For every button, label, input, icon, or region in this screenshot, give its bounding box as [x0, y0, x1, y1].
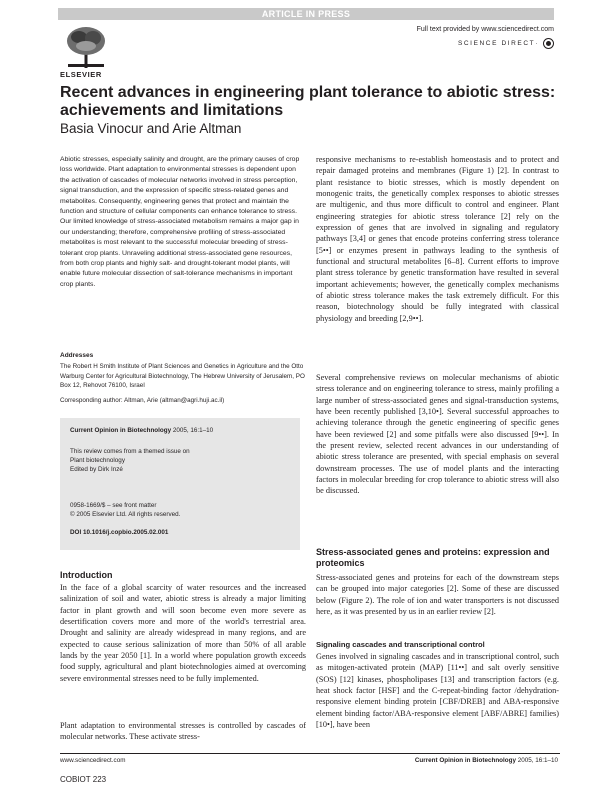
issn-line: 0958-1669/$ – see front matter	[70, 502, 157, 509]
copyright-line: © 2005 Elsevier Ltd. All rights reserved.	[70, 511, 181, 518]
introduction-paragraph-2: Plant adaptation to environmental stresses is controlled by cascades of molecular networks. These activate stress-	[60, 721, 306, 742]
journal-citation: 2005, 16:1–10	[171, 427, 214, 434]
elsevier-tree-logo-icon	[62, 24, 110, 70]
theme-editor: Edited by Dirk Inzé	[70, 466, 123, 473]
addresses: The Robert H Smith Institute of Plant Sciences and Genetics in Agriculture and the Otto Warburg Center for Agricultural Biotechnology, The Hebrew University of Jerusalem, PO Box 12, Rehovot 76100, Israel	[60, 363, 305, 390]
doi-line[interactable]: DOI 10.1016/j.copbio.2005.02.001	[70, 529, 169, 536]
journal-info-box	[60, 418, 300, 550]
footer-citation	[415, 757, 558, 764]
publisher-name: ELSEVIER	[60, 70, 102, 79]
footer-divider	[60, 753, 560, 754]
footer-website[interactable]: www.sciencedirect.com	[60, 757, 126, 764]
journal-citation-line	[70, 426, 213, 435]
sciencedirect-mark-icon	[543, 38, 554, 49]
footer-cite: 2005, 16:1–10	[515, 757, 558, 764]
right-paragraph-4: Genes involved in signaling cascades and in transcriptional control, such as mitogen-activated protein (MAP) [11••] and salt overly sensitive (SOS) [12] kinases, phospholipases [13] and transcription factors (e.g. heat shock factor [HSF] and the C-repeat-binding factor /dehydration-responsive element binding protein [CBF/DREB] and ABA-responsive element binding factor/ABA-responsive element [ABF/ABRE] families) [10•], have been	[316, 652, 559, 730]
article-title: Recent advances in engineering plant tolerance to abiotic stress: achievements and limitations	[60, 84, 556, 119]
sciencedirect-wordmark: SCIENCE DIRECT·	[457, 40, 539, 47]
article-in-press-banner: ARTICLE IN PRESS	[58, 8, 554, 20]
introduction-heading: Introduction	[60, 570, 113, 580]
section-heading-stress-genes: Stress-associated genes and proteins: expression and proteomics	[316, 547, 550, 568]
theme-name: Plant biotechnology	[70, 457, 125, 464]
introduction-paragraph-1: In the face of a global scarcity of water resources and the increased salinization of soil and water, abiotic stress is already a major limiting factor in plant growth and will soon become even more severe as desertification covers more and more of the world's terrestrial area. Drought and salinity are already widespread in many regions, and are expected to cause serious salinization of more than 50% of all arable lands by the year 2050 [1]. In a world where population growth exceeds food supply, agricultural and plant biotechnologies aimed at overcoming severe environmental stresses need to be fully implemented.	[60, 583, 306, 683]
corresponding-author: Corresponding author: Altman, Arie (altman@agri.huji.ac.il)	[60, 397, 225, 404]
right-paragraph-1: responsive mechanisms to re-establish homeostasis and to protect and repair damaged proteins and membranes (Figure 1) [2]. In contrast to plant resistance to biotic stresses, which is mostly dependent on monogenic traits, the genetically complex responses to abiotic stresses are multigenic, and thus more difficult to control and engineer. Plant engineering strategies for abiotic stress tolerance [2] rely on the expression of genes that are involved in signaling and regulatory pathways [3,4] or genes that encode proteins conferring stress tolerance [5••] or enzymes present in pathways leading to the synthesis of functional and structural metabolites [6–8]. Current efforts to improve plant stress tolerance by genetic transformation have resulted in several important achievements; however, the genetically complex mechanisms of abiotic stress tolerance makes the task extremely difficult. For this reason, biotechnology should be fully integrated with classical physiology and breeding [2,9••].	[316, 155, 559, 323]
right-paragraph-3: Stress-associated genes and proteins for each of the downstream steps can be grouped into major categories [2]. Some of these are discussed below (Figure 2). The role of ion and water transporters is not discussed here, as it was presented by us in an earlier review [2].	[316, 573, 559, 617]
abstract: Abiotic stresses, especially salinity and drought, are the primary causes of crop loss worldwide. Plant adaptation to environmental stresses is dependent upon the activation of cascades of molecular networks involved in stress perception, signal transduction, and the expression of specific stress-related genes and metabolites. Consequently, engineering genes that protect and maintain the function and structure of cellular components can enhance tolerance to stress. Our limited knowledge of stress-associated metabolism remains a major gap in our understanding; therefore, comprehensive profiling of stress-associated metabolites is most relevant to the successful molecular breeding of stress-tolerant crop plants. Unraveling additional stress-associated gene resources, from both crop plants and highly salt- and drought-tolerant model plants, will enable future molecular dissection of salt-tolerance mechanisms in important crop plants.	[60, 156, 300, 288]
subsection-heading-signaling: Signaling cascades and transcriptional control	[316, 640, 485, 649]
right-paragraph-2: Several comprehensive reviews on molecular mechanisms of abiotic stress tolerance and on engineering tolerance to stress, mainly profiling a large number of stress-associated genes and signal-transduction systems, have been recently published [3,10•]. Several successful approaches to achieving tolerance through the genetic engineering of specific genes have been reviewed [2] and some pitfalls were also discussed [9••]. In the present review, selected recent advances in our understanding of abiotic stress tolerance are presented, with special emphasis on several downstream processes. The use of model plants and the interacting factors in molecular breeding for crop tolerance to abiotic stress will also be discussed.	[316, 373, 559, 496]
theme-intro: This review comes from a themed issue on	[70, 448, 190, 455]
sciencedirect-logo	[458, 38, 554, 49]
footer-journal: Current Opinion in Biotechnology	[414, 757, 516, 764]
article-authors: Basia Vinocur and Arie Altman	[60, 121, 242, 136]
journal-name: Current Opinion in Biotechnology	[70, 427, 172, 434]
article-code: COBIOT 223	[60, 775, 107, 784]
addresses-heading: Addresses	[60, 352, 94, 359]
full-text-provider[interactable]: Full text provided by www.sciencedirect.com	[416, 26, 554, 33]
